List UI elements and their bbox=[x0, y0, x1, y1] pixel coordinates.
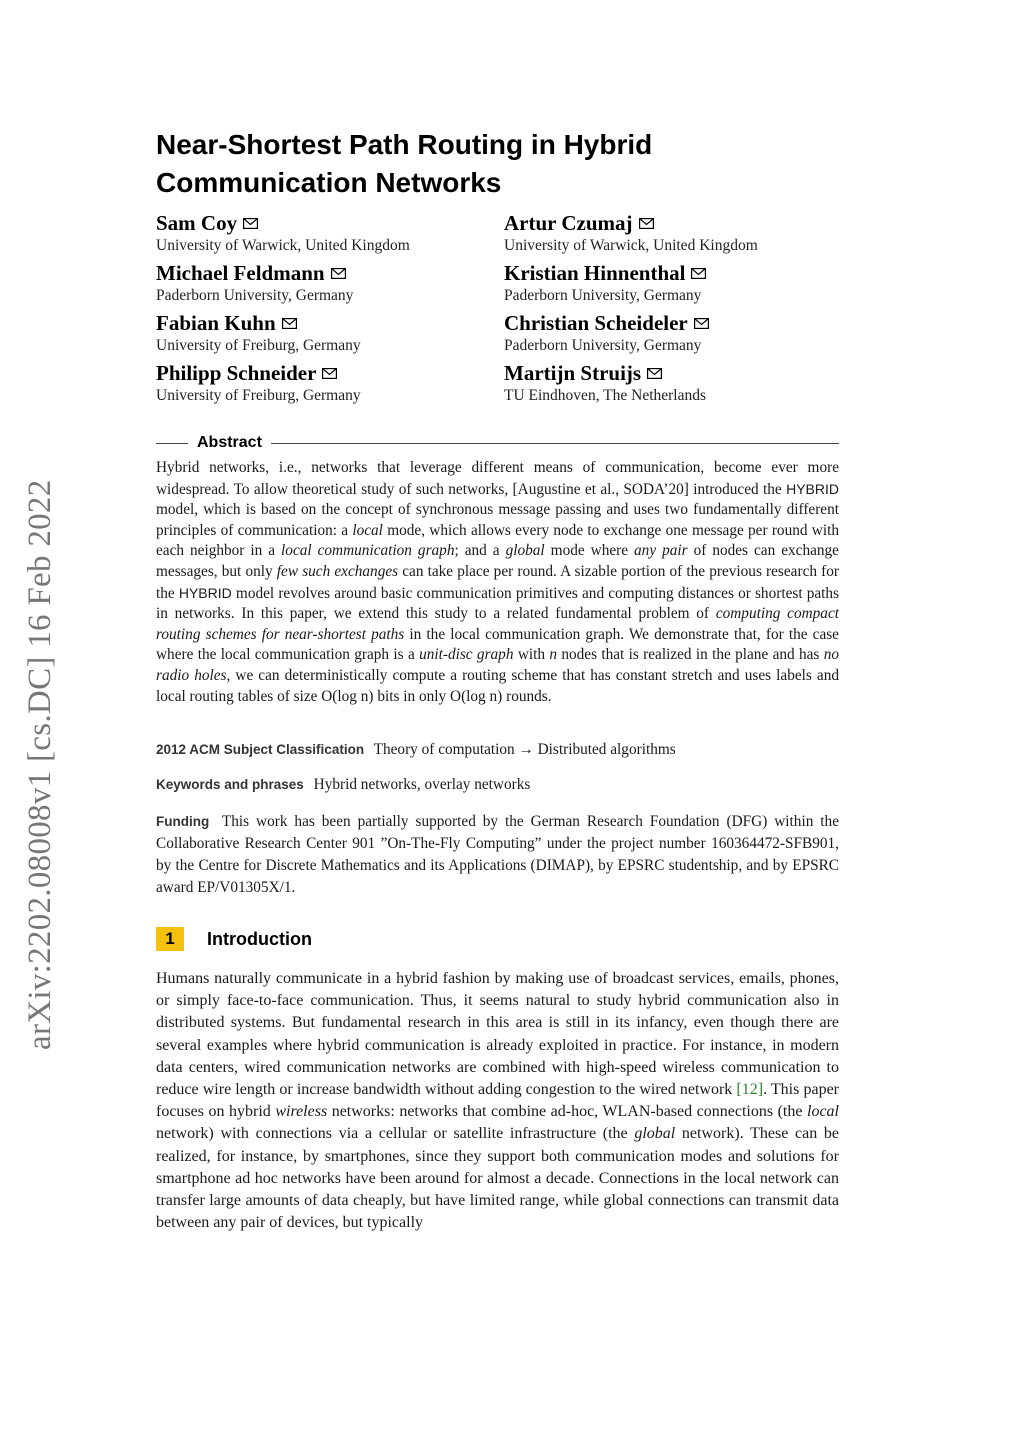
author-name: Kristian Hinnenthal bbox=[504, 261, 686, 285]
abstract-rule-right bbox=[271, 443, 839, 444]
math-variable: n bbox=[549, 646, 557, 664]
section-number-badge: 1 bbox=[156, 927, 184, 951]
abstract-emphasis: few such exchanges bbox=[276, 562, 399, 580]
abstract-rule-left bbox=[156, 443, 188, 444]
author-card bbox=[504, 260, 844, 306]
abstract-text bbox=[156, 458, 839, 707]
author-name: Christian Scheideler bbox=[504, 311, 688, 335]
abstract-span: ; and a bbox=[454, 542, 506, 560]
author-name: Philipp Schneider bbox=[156, 361, 317, 385]
author-affiliation: Paderborn University, Germany bbox=[504, 287, 702, 304]
abstract-span: mode where bbox=[544, 542, 635, 560]
funding-label: Funding bbox=[156, 814, 210, 829]
author-name: Fabian Kuhn bbox=[156, 311, 276, 335]
body-span: Humans naturally communicate in a hybrid fashion by making use of broadcast services, emails, phones, or simply face-to-face communication. Thus, it seems natural to study hybrid communication also in distributed systems. But fundamental research in this area is still in its infancy, even though there are several examples where hybrid communication is already exploited in practice. For instance, in modern data centers, wired communication networks are combined with high-speed wireless communication to reduce wire length or increase bandwidth without adding congestion to the wired network bbox=[156, 970, 839, 1099]
email-icon[interactable] bbox=[639, 218, 654, 229]
email-icon[interactable] bbox=[647, 368, 662, 379]
author-affiliation: University of Freiburg, Germany bbox=[156, 337, 361, 354]
abstract-span: of nodes can exchange messages, but only bbox=[156, 542, 839, 580]
body-emphasis: global bbox=[634, 1125, 676, 1143]
abstract-span: with bbox=[513, 646, 550, 664]
acm-classification bbox=[156, 739, 839, 761]
math-expression: O(log n) bbox=[321, 687, 374, 705]
abstract-span: rounds. bbox=[502, 687, 552, 705]
abstract-span: can take place per round. A sizable portion of the previous research for the bbox=[156, 562, 839, 602]
author-card bbox=[156, 360, 496, 406]
body-span: network). These can be realized, for instance, by smartphones, since they support both communication modes and solutions for smartphone ad hoc networks have been around for almost a decade. Connections in the local network can transfer large amounts of data cheaply, but have limited range, while global connections can transmit data between any pair of devices, but typically bbox=[156, 1125, 839, 1232]
body-span: network) with connections via a cellular or satellite infrastructure (the bbox=[156, 1125, 635, 1143]
email-icon[interactable] bbox=[331, 268, 346, 279]
abstract-span: mode, which allows every node to exchange one message per round with each neighbor in a bbox=[156, 521, 839, 560]
abstract-emphasis: computing compact routing schemes for near-shortest paths bbox=[156, 605, 839, 643]
body-emphasis: wireless bbox=[275, 1103, 328, 1121]
abstract-span: model, which is based on the concept of synchronous message passing and uses two fundamentally different principles of communication: a bbox=[156, 501, 839, 539]
acm-label: 2012 ACM Subject Classification bbox=[156, 742, 365, 757]
abstract-emphasis: no radio holes bbox=[156, 646, 839, 684]
abstract-span: nodes that is realized in the plane and has bbox=[557, 646, 824, 664]
abstract-emphasis: local communication graph bbox=[281, 542, 455, 560]
author-affiliation: Paderborn University, Germany bbox=[504, 337, 702, 354]
keywords-label: Keywords and phrases bbox=[156, 777, 304, 792]
email-icon[interactable] bbox=[322, 368, 337, 379]
abstract-span: bits in only bbox=[373, 687, 451, 705]
math-expression: O(log n) bbox=[450, 687, 503, 705]
hybrid-model-name: HYBRID bbox=[178, 584, 232, 601]
arxiv-identifier: arXiv:2202.08008v1 [cs.DC] 16 Feb 2022 bbox=[22, 479, 58, 1050]
introduction-paragraph bbox=[156, 968, 839, 1234]
author-card bbox=[504, 310, 844, 356]
author-name: Sam Coy bbox=[156, 211, 238, 235]
abstract-span: , we can deterministically compute a routing scheme that has constant stretch and uses labels and local routing tables of size bbox=[156, 666, 839, 705]
abstract-emphasis: unit-disc graph bbox=[419, 646, 514, 664]
body-span: . This paper focuses on hybrid bbox=[156, 1081, 839, 1121]
citation-link[interactable]: [12] bbox=[736, 1081, 764, 1099]
body-span: networks: networks that combine ad-hoc, WLAN-based connections (the bbox=[327, 1103, 807, 1121]
funding bbox=[156, 811, 839, 899]
body-emphasis: local bbox=[807, 1103, 839, 1121]
author-affiliation: University of Warwick, United Kingdom bbox=[504, 237, 758, 254]
author-affiliation: University of Warwick, United Kingdom bbox=[156, 237, 410, 254]
section-heading bbox=[156, 927, 312, 951]
section-title: Introduction bbox=[207, 928, 312, 949]
keywords bbox=[156, 774, 839, 796]
abstract-span: Hybrid networks, i.e., networks that leverage different means of communication, become ever more widespread. To allow theoretical study of such networks, [Augustine et al., SODA’20] introduced the bbox=[156, 459, 839, 498]
author-card bbox=[156, 310, 496, 356]
funding-value: This work has been partially supported by the German Research Foundation (DFG) within the Collaborative Research Center 901 ”On-The-Fly Computing” under the project number 160364472-SFB901, by the Centre for Discrete Mathematics and its Applications (DIMAP), by EPSRC studentship, and by EPSRC award EP/V01305X/1. bbox=[156, 813, 839, 896]
author-card bbox=[156, 260, 496, 306]
author-card bbox=[504, 210, 844, 256]
abstract-span: in the local communication graph. We demonstrate that, for the case where the local communication graph is a bbox=[156, 625, 839, 664]
email-icon[interactable] bbox=[282, 318, 297, 329]
acm-value: Theory of computation → Distributed algorithms bbox=[373, 741, 676, 758]
abstract-emphasis: global bbox=[505, 542, 545, 560]
abstract-span: model revolves around basic communication primitives and computing distances or shortest paths in networks. In this paper, we extend this study to a related fundamental problem of bbox=[156, 584, 840, 623]
author-affiliation: TU Eindhoven, The Netherlands bbox=[504, 387, 707, 404]
abstract-header bbox=[156, 432, 839, 454]
email-icon[interactable] bbox=[694, 318, 709, 329]
paper-title bbox=[156, 126, 846, 202]
author-card bbox=[156, 210, 496, 256]
author-name: Artur Czumaj bbox=[504, 211, 633, 235]
abstract-emphasis: local bbox=[352, 521, 383, 539]
title-line-1: Near-Shortest Path Routing in Hybrid bbox=[156, 129, 653, 160]
title-line-2: Communication Networks bbox=[156, 167, 502, 198]
hybrid-model-name: HYBRID bbox=[786, 480, 839, 497]
email-icon[interactable] bbox=[243, 218, 258, 229]
email-icon[interactable] bbox=[691, 268, 706, 279]
author-affiliation: University of Freiburg, Germany bbox=[156, 387, 361, 404]
keywords-value: Hybrid networks, overlay networks bbox=[313, 776, 531, 793]
abstract-heading: Abstract bbox=[197, 434, 262, 451]
author-card bbox=[504, 360, 844, 406]
author-name: Michael Feldmann bbox=[156, 261, 325, 285]
author-affiliation: Paderborn University, Germany bbox=[156, 287, 354, 304]
abstract-emphasis: any pair bbox=[634, 542, 688, 560]
author-name: Martijn Struijs bbox=[504, 361, 642, 385]
